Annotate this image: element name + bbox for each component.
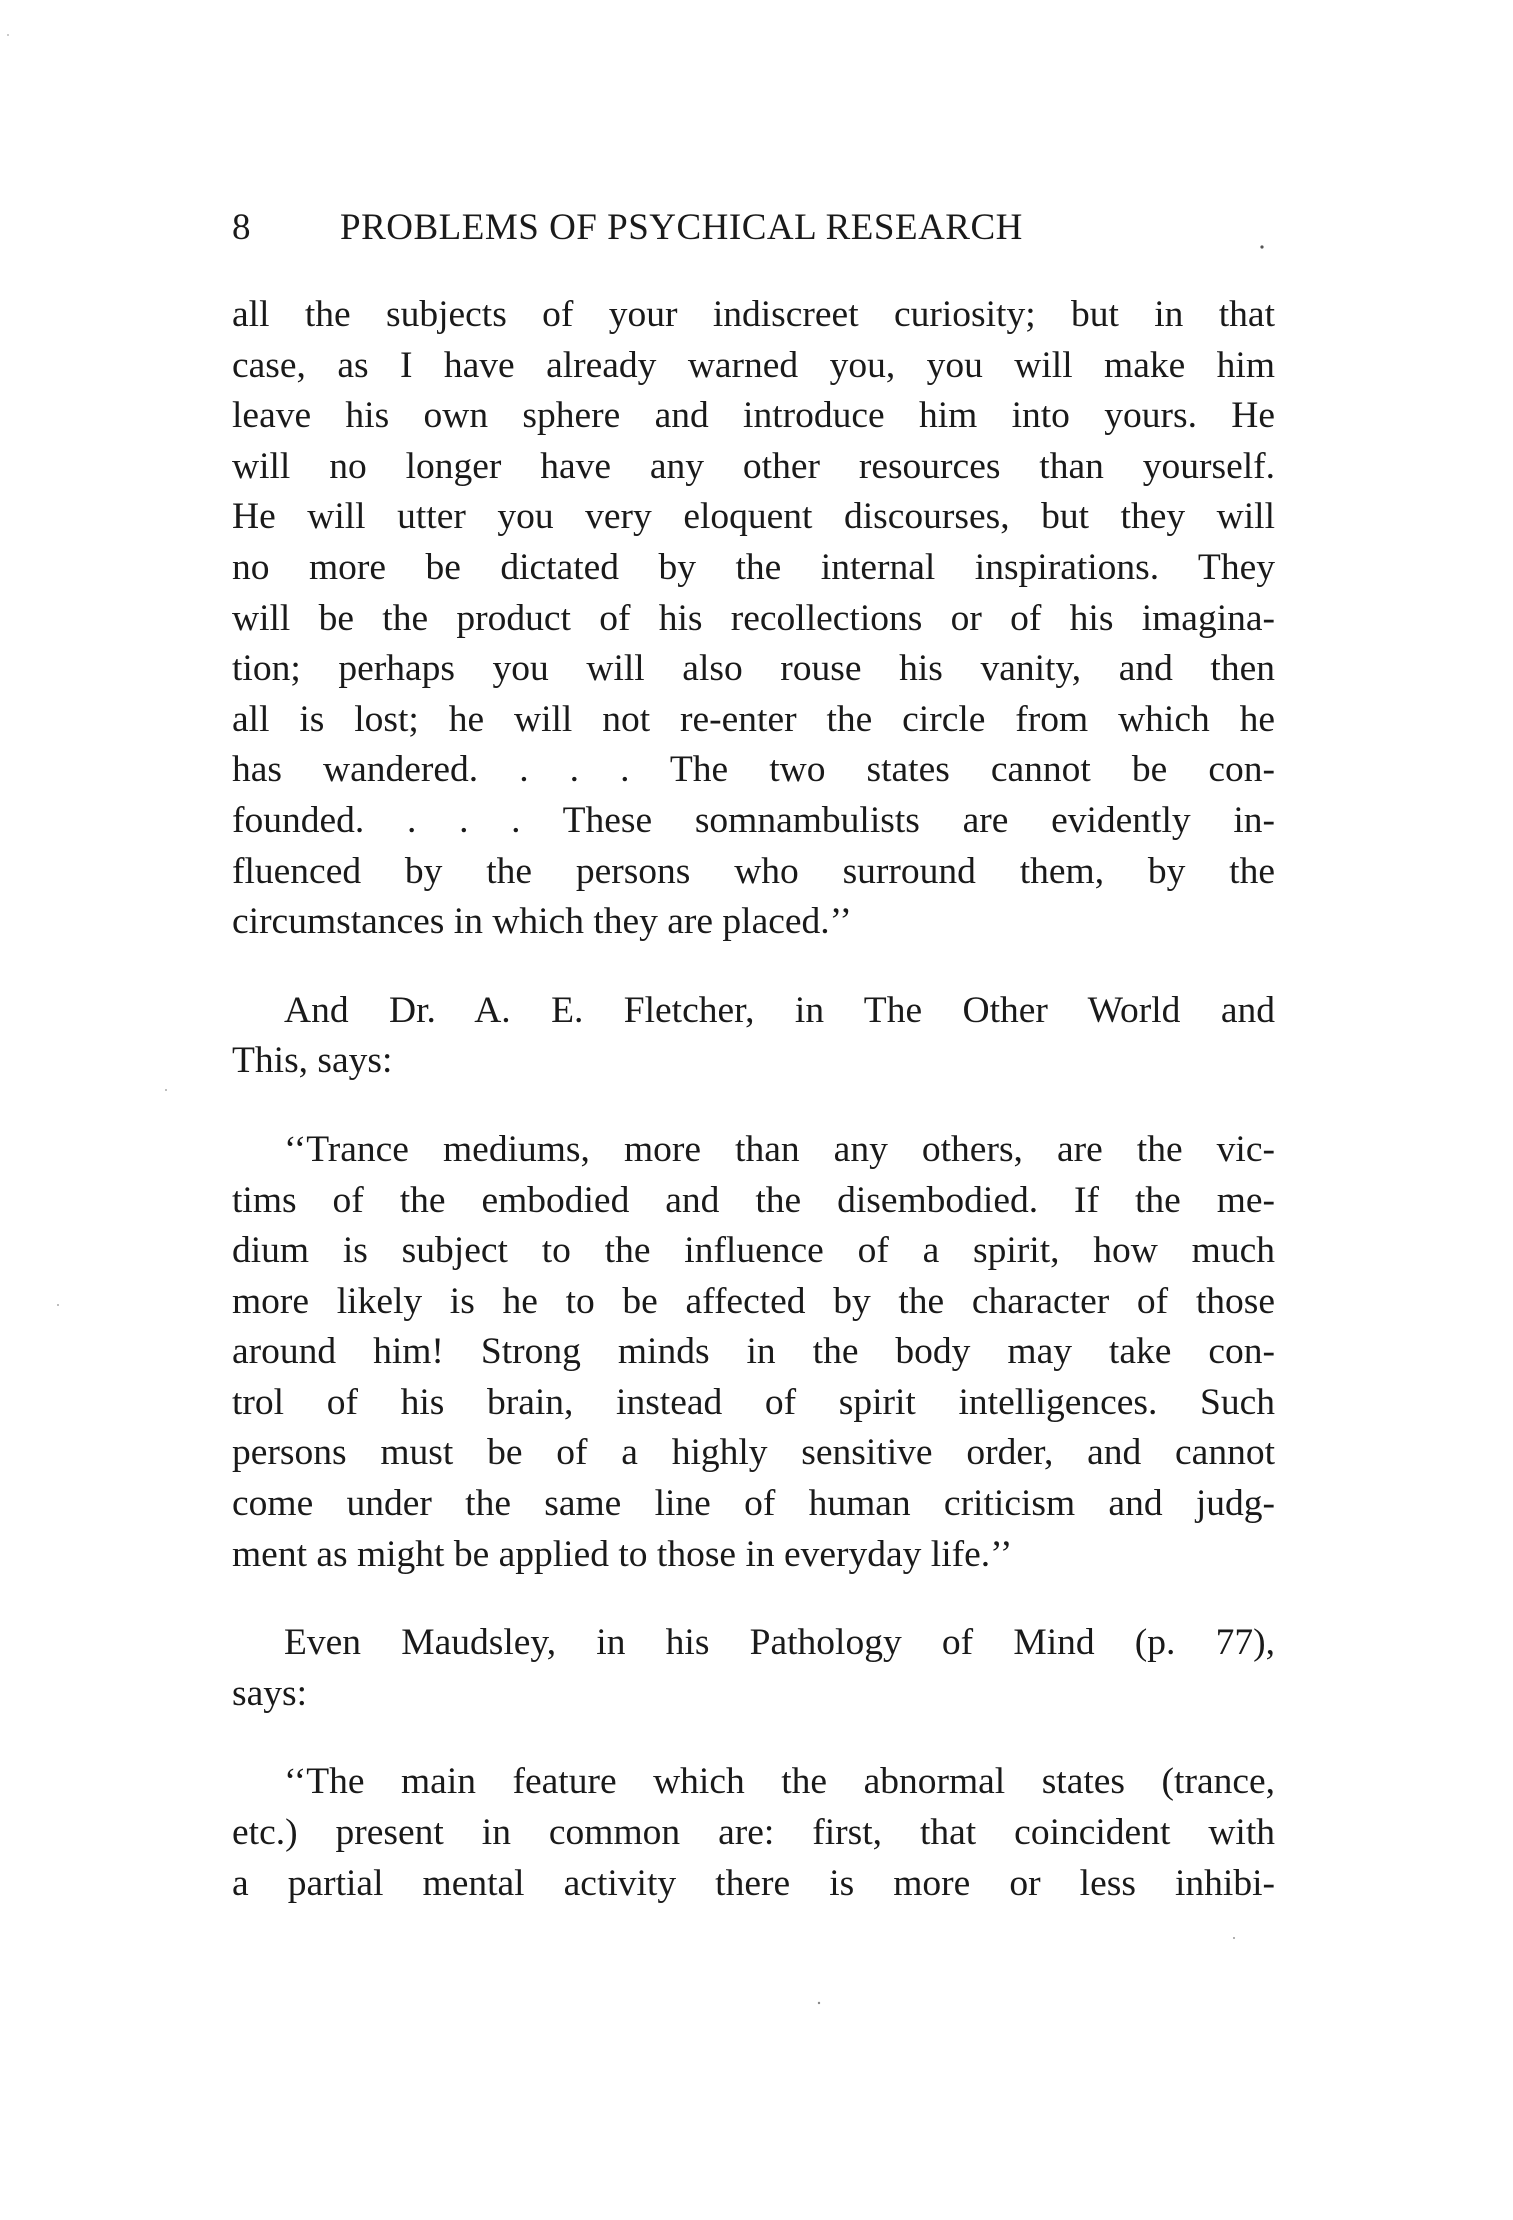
text-line: Even Maudsley, in his Pathology of Mind (p. 77), xyxy=(284,1622,1275,1664)
text-line: tims of the embodied and the disembodied. If the me- xyxy=(232,1179,1275,1221)
paper-speck xyxy=(165,1089,167,1091)
text-line: says: xyxy=(232,1672,307,1714)
text-line: around him! Strong minds in the body may take con- xyxy=(232,1331,1275,1373)
text-line: ‘‘Trance mediums, more than any others, are the vic- xyxy=(284,1128,1275,1170)
text-line: will no longer have any other resources than yourself. xyxy=(232,445,1275,487)
text-line: This, says: xyxy=(232,1040,393,1082)
quotation-paragraph-1 xyxy=(232,290,1275,948)
text-line: fluenced by the persons who surround them, by the xyxy=(232,850,1275,892)
fletcher-quotation-paragraph xyxy=(232,1125,1275,1580)
text-line: all the subjects of your indiscreet curiosity; but in that xyxy=(232,294,1275,335)
text-line: case, as I have already warned you, you will make him xyxy=(232,344,1275,386)
page-header xyxy=(232,206,1282,258)
text-line: tion; perhaps you will also rouse his vanity, and then xyxy=(232,648,1275,690)
paper-speck xyxy=(1233,1937,1235,1939)
running-head: PROBLEMS OF PSYCHICAL RESEARCH xyxy=(340,207,1023,248)
text-line: ment as might be applied to those in everyday life.’’ xyxy=(232,1533,1013,1575)
text-line: persons must be of a highly sensitive order, and cannot xyxy=(232,1432,1275,1474)
text-line: etc.) present in common are: first, that coincident with xyxy=(232,1812,1275,1854)
paper-speck xyxy=(57,1304,59,1306)
text-line: founded. . . . These somnambulists are evidently in- xyxy=(232,799,1275,841)
text-line: leave his own sphere and introduce him into yours. He xyxy=(232,395,1275,437)
body-text xyxy=(232,290,1275,1909)
text-line: He will utter you very eloquent discourses, but they will xyxy=(232,496,1275,538)
text-line: come under the same line of human criticism and judg- xyxy=(232,1483,1275,1525)
maudsley-intro-paragraph xyxy=(232,1618,1275,1719)
text-line: trol of his brain, instead of spirit intelligences. Such xyxy=(232,1381,1275,1423)
text-line: more likely is he to be affected by the character of those xyxy=(232,1280,1275,1322)
paragraph-gap xyxy=(232,1719,1275,1757)
fletcher-intro-paragraph xyxy=(232,986,1275,1087)
paragraph-gap xyxy=(232,948,1275,986)
text-line: ‘‘The main feature which the abnormal states (trance, xyxy=(284,1761,1275,1803)
paper-speck xyxy=(7,34,9,36)
text-line: a partial mental activity there is more or less inhibi- xyxy=(232,1862,1275,1904)
maudsley-quotation-paragraph xyxy=(232,1757,1275,1909)
page-number: 8 xyxy=(232,207,251,248)
paragraph-gap xyxy=(232,1580,1275,1618)
paragraph-gap xyxy=(232,1087,1275,1125)
text-line: dium is subject to the influence of a spirit, how much xyxy=(232,1230,1275,1272)
text-line: no more be dictated by the internal inspirations. They xyxy=(232,546,1275,588)
text-line: will be the product of his recollections or of his imagina- xyxy=(232,597,1275,639)
text-line: has wandered. . . . The two states cannot be con- xyxy=(232,749,1275,791)
text-line: all is lost; he will not re-enter the circle from which he xyxy=(232,698,1275,740)
text-line: And Dr. A. E. Fletcher, in The Other World and xyxy=(284,989,1275,1031)
text-line: circumstances in which they are placed.’’ xyxy=(232,901,852,943)
paper-speck xyxy=(818,2002,820,2004)
